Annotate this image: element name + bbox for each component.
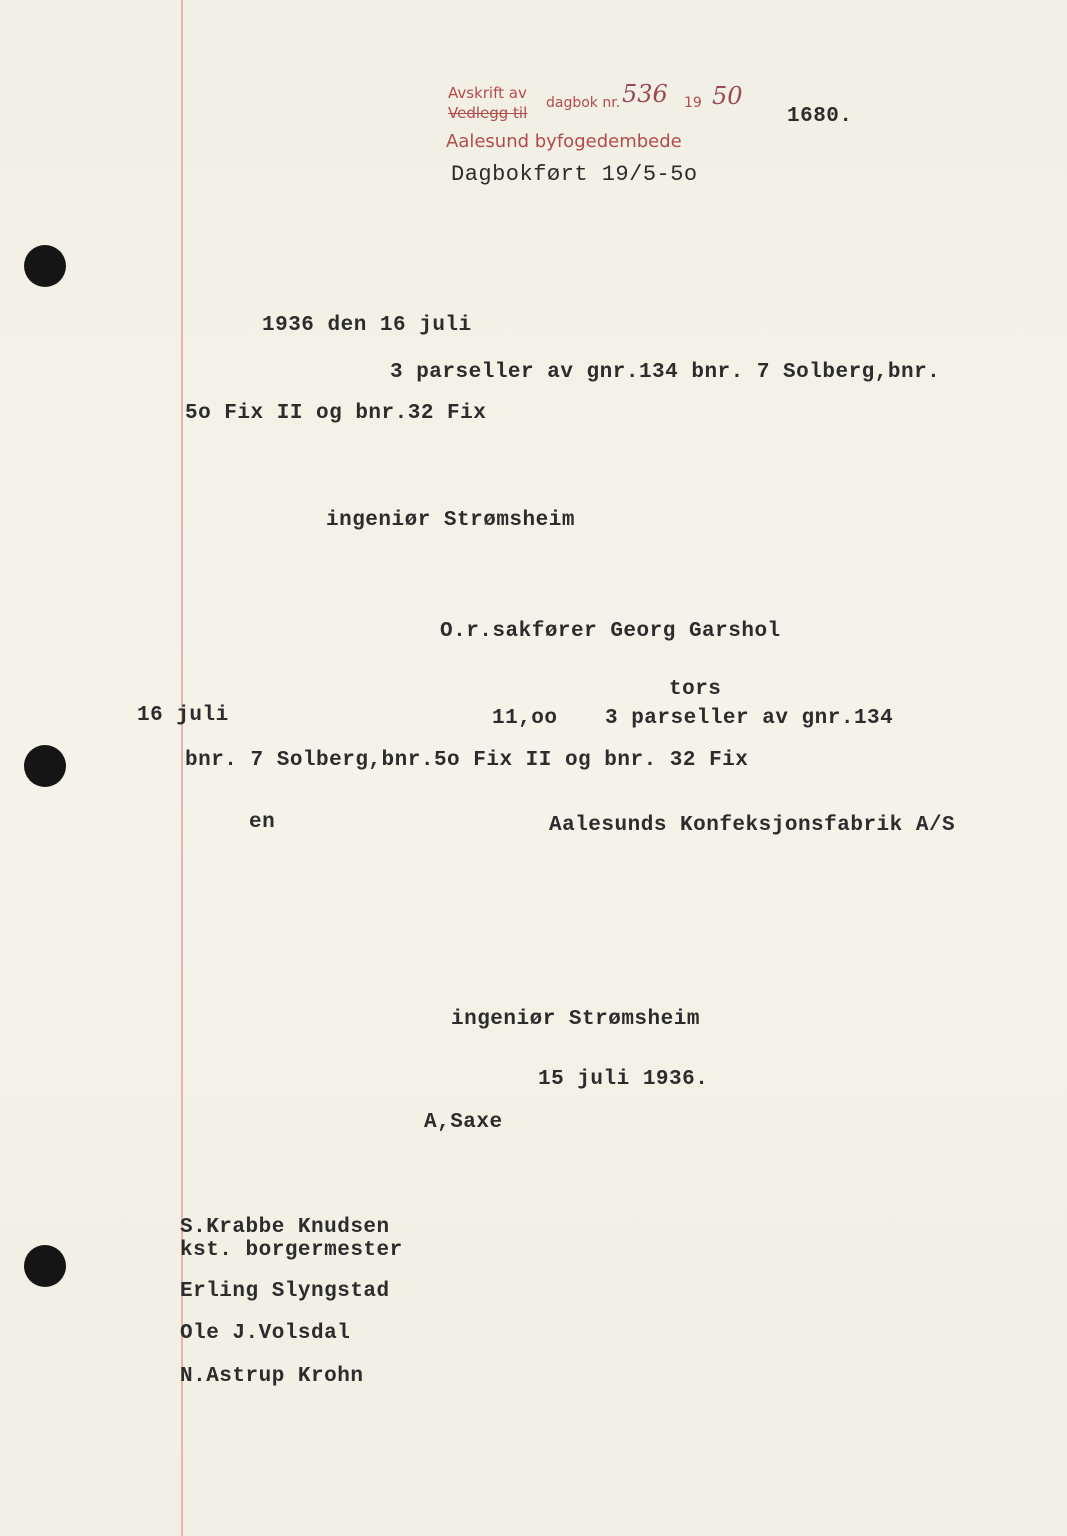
stamp-dagbok-label: dagbok nr. [546,95,621,111]
signatory-title: kst. borgermester [180,1239,403,1262]
page-number: 1680. [787,105,853,128]
parcels-line-4: bnr. 7 Solberg,bnr.5o Fix II og bnr. 32 Fix [185,749,749,772]
entry-date: 1936 den 16 juli [262,314,472,337]
dagbokfort-line: Dagbokført 19/5-5o [451,162,698,187]
en-line: en [249,811,276,834]
time-line: 11,oo [492,707,558,730]
punch-hole [24,1245,66,1287]
stamp-office: Aalesund byfogedembede [446,131,682,152]
lawyer-line: O.r.sakfører Georg Garshol [440,620,781,643]
date-16-juli: 16 juli [137,704,229,727]
signing-date: 15 juli 1936. [538,1068,709,1091]
red-margin-line [181,0,183,1536]
signatory-name: S.Krabbe Knudsen [180,1216,390,1239]
weekday-line: tors [669,678,722,701]
parcels-line-2: 5o Fix II og bnr.32 Fix [185,402,487,425]
engineer-line-1: ingeniør Strømsheim [326,509,575,532]
year-handwritten: 50 [712,82,743,110]
signatory-name: Erling Slyngstad [180,1280,390,1303]
parcels-line-1: 3 parseller av gnr.134 bnr. 7 Solberg,bnr. [390,361,941,384]
stamp-year-prefix: 19 [684,95,702,111]
signatory-name: Ole J.Volsdal [180,1322,351,1345]
engineer-line-2: ingeniør Strømsheim [451,1008,700,1031]
punch-hole [24,245,66,287]
signature-saxe: A,Saxe [424,1111,503,1134]
parcels-line-3: 3 parseller av gnr.134 [605,707,894,730]
stamp-vedlegg: Vedlegg til [448,104,528,122]
dagbok-number: 536 [622,80,668,108]
punch-hole [24,745,66,787]
signatory-name: N.Astrup Krohn [180,1365,364,1388]
company-line: Aalesunds Konfeksjonsfabrik A/S [549,814,956,837]
stamp-avskrift: Avskrift av [448,84,527,102]
